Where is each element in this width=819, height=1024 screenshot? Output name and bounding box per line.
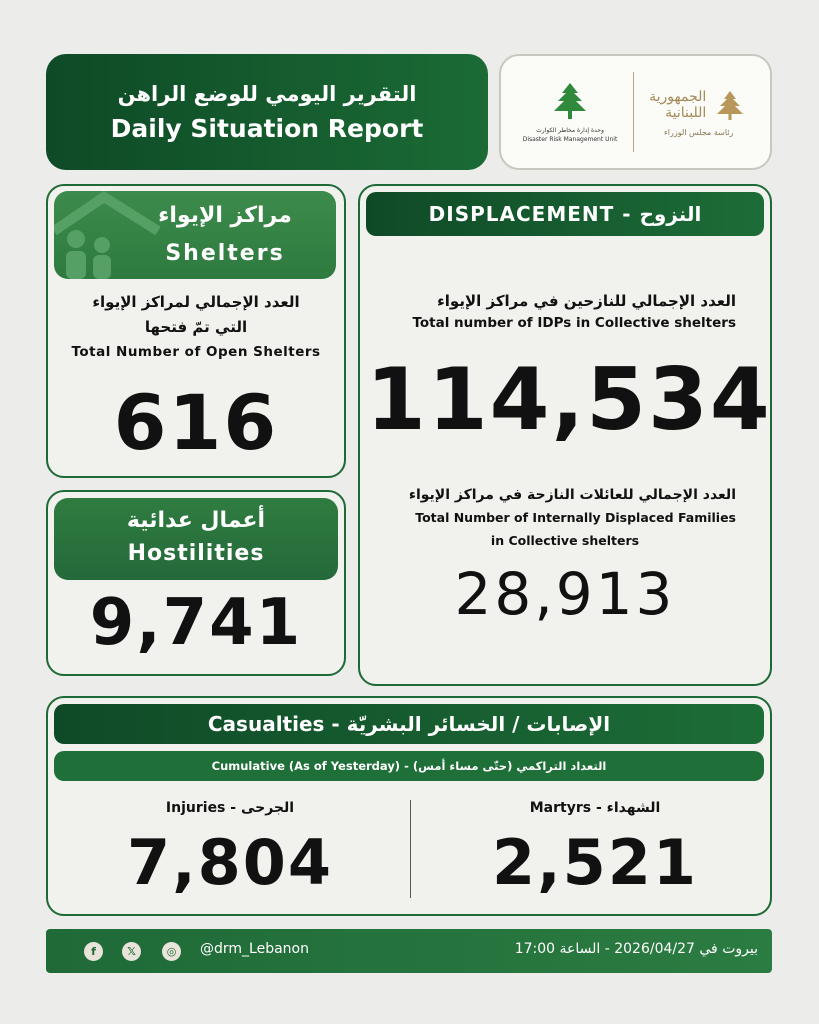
footer-bar xyxy=(46,929,772,973)
social-handle[interactable]: @drm_Lebanon xyxy=(200,941,309,957)
hostilities-title-english: Hostilities xyxy=(127,541,265,566)
shelters-desc-arabic-1: العدد الإجمالي لمراكز الإيواء xyxy=(92,293,300,311)
hostilities-header xyxy=(54,498,338,580)
families-desc-english-2: in Collective shelters xyxy=(490,533,640,548)
families-desc-arabic: العدد الإجمالي للعائلات النازحة في مراكز الإيواء xyxy=(408,487,736,503)
drm-unit-caption-en: Disaster Risk Management Unit xyxy=(522,136,618,143)
instagram-icon[interactable]: ◎ xyxy=(162,942,181,961)
families-count: 28,913 xyxy=(454,560,676,628)
families-desc-english-1: Total Number of Internally Displaced Families xyxy=(415,510,736,525)
shelters-desc-english: Total Number of Open Shelters xyxy=(71,344,321,360)
casualties-divider xyxy=(410,800,411,898)
idps-desc-arabic: العدد الإجمالي للنازحين في مراكز الإيواء xyxy=(437,292,736,310)
injuries-label: Injuries - الجرحى xyxy=(165,800,295,816)
shelters-count: 616 xyxy=(113,378,279,467)
government-name-line2: اللبنانية xyxy=(665,104,707,121)
report-title-banner xyxy=(46,54,488,170)
gold-cedar-icon xyxy=(712,88,748,124)
martyrs-label: Martyrs - الشهداء xyxy=(529,800,661,816)
drm-unit-logo xyxy=(523,81,618,143)
report-date: بيروت في 2026/04/27 - الساعة 17:00 xyxy=(514,941,758,957)
shelters-header xyxy=(54,191,336,279)
x-icon[interactable]: 𝕏 xyxy=(122,942,141,961)
casualties-header: Casualties - الإصابات / الخسائر البشريّة xyxy=(54,704,764,744)
cedar-tree-icon xyxy=(548,81,592,125)
logo-divider xyxy=(633,72,634,152)
hostilities-title-arabic: أعمال عدائية xyxy=(126,508,266,533)
casualties-subheader: Cumulative (As of Yesterday) - (التعداد التراكمي (حتّى مساء أمس xyxy=(54,751,764,781)
drm-unit-caption-ar: وحدة إدارة مخاطر الكوارث xyxy=(536,127,604,134)
idps-desc-english: Total number of IDPs in Collective shelters xyxy=(412,315,736,331)
injuries-count: 7,804 xyxy=(126,826,334,899)
report-title-english: Daily Situation Report xyxy=(110,113,424,143)
martyrs-count: 2,521 xyxy=(491,826,699,899)
shelters-title-arabic: مراكز الإيواء xyxy=(158,203,292,228)
displacement-header: DISPLACEMENT - النزوح xyxy=(366,192,764,236)
shelters-title-english: Shelters xyxy=(165,241,285,266)
government-caption: رئاسة مجلس الوزراء xyxy=(664,127,734,137)
idps-count: 114,534 xyxy=(366,350,772,450)
government-name-line1: الجمهورية xyxy=(649,89,707,106)
logos-panel xyxy=(499,54,772,170)
hostilities-count: 9,741 xyxy=(89,586,303,660)
report-title-arabic: التقرير اليومي للوضع الراهن xyxy=(117,81,417,106)
shelters-desc-arabic-2: التي تمّ فتحها xyxy=(144,318,248,336)
facebook-icon[interactable]: f xyxy=(84,942,103,961)
government-logo xyxy=(649,88,748,137)
